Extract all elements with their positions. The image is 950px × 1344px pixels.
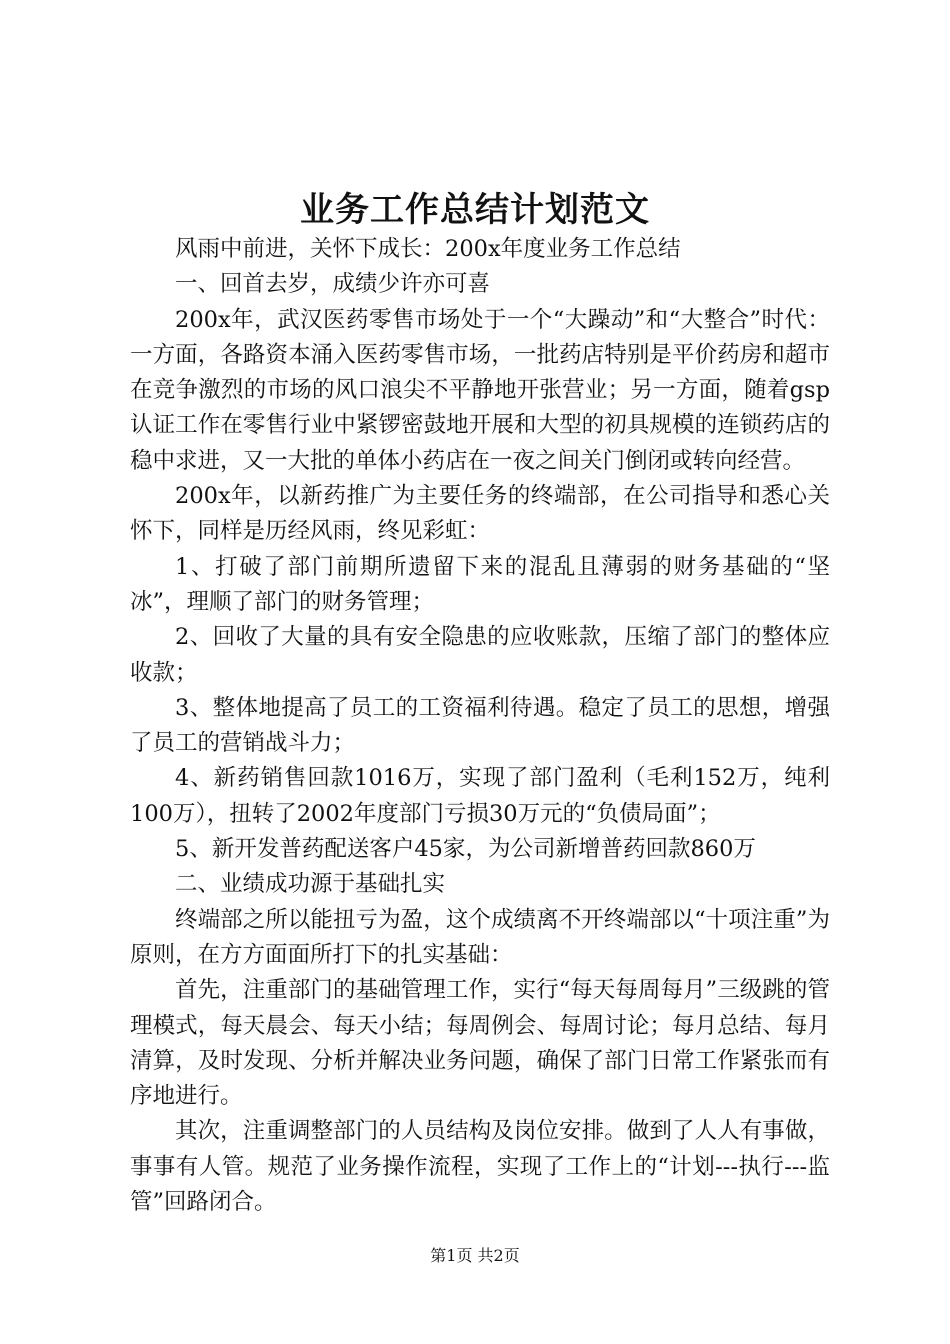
paragraph: 首先，注重部门的基础管理工作，实行“每天每周每月”三级跳的管理模式，每天晨会、每天小结；每周例会、每周讨论；每月总结、每月清算，及时发现、分析并解决业务问题，确保了部门日常工作紧张而有序地进行。 xyxy=(130,977,830,1110)
list-item: 2、回收了大量的具有安全隐患的应收账款，压缩了部门的整体应收款； xyxy=(130,624,830,686)
paragraph: 200x年，武汉医药零售市场处于一个“大躁动”和“大整合”时代：一方面，各路资本涌入医药零售市场，一批药店特别是平价药房和超市在竞争激烈的市场的风口浪尖不平静地开张营业；另一方面，随着gsp认证工作在零售行业中紧锣密鼓地开展和大型的初具规模的连锁药店的稳中求进，又一大批的单体小药店在一夜之间关门倒闭或转向经营。 xyxy=(130,306,830,474)
document-body xyxy=(130,232,830,1220)
list-item: 5、新开发普药配送客户45家，为公司新增普药回款860万 xyxy=(175,836,756,863)
page-footer: 第1页 共2页 xyxy=(430,1246,520,1265)
list-item: 3、整体地提高了员工的工资福利待遇。稳定了员工的思想，增强了员工的营销战斗力； xyxy=(130,694,830,757)
list-item: 4、新药销售回款1016万，实现了部门盈利（毛利152万，纯利100万），扭转了2002年度部门亏损30万元的“负债局面”； xyxy=(130,765,830,827)
section-heading: 一、回首去岁，成绩少许亦可喜 xyxy=(175,271,491,298)
section-heading: 二、业绩成功源于基础扎实 xyxy=(175,871,446,898)
paragraph: 终端部之所以能扭亏为盈，这个成绩离不开终端部以“十项注重”为原则，在方方面面所打下的扎实基础： xyxy=(130,906,830,968)
list-item: 1、打破了部门前期所遗留下来的混乱且薄弱的财务基础的“坚冰”，理顺了部门的财务管理； xyxy=(130,553,830,615)
paragraph: 200x年，以新药推广为主要任务的终端部，在公司指导和悉心关怀下，同样是历经风雨，终见彩虹： xyxy=(130,483,830,545)
document-title: 业务工作总结计划范文 xyxy=(300,190,650,230)
paragraph: 风雨中前进，关怀下成长：200x年度业务工作总结 xyxy=(175,236,681,262)
paragraph: 其次，注重调整部门的人员结构及岗位安排。做到了人人有事做，事事有人管。规范了业务操作流程，实现了工作上的“计划---执行---监管”回路闭合。 xyxy=(130,1118,830,1216)
